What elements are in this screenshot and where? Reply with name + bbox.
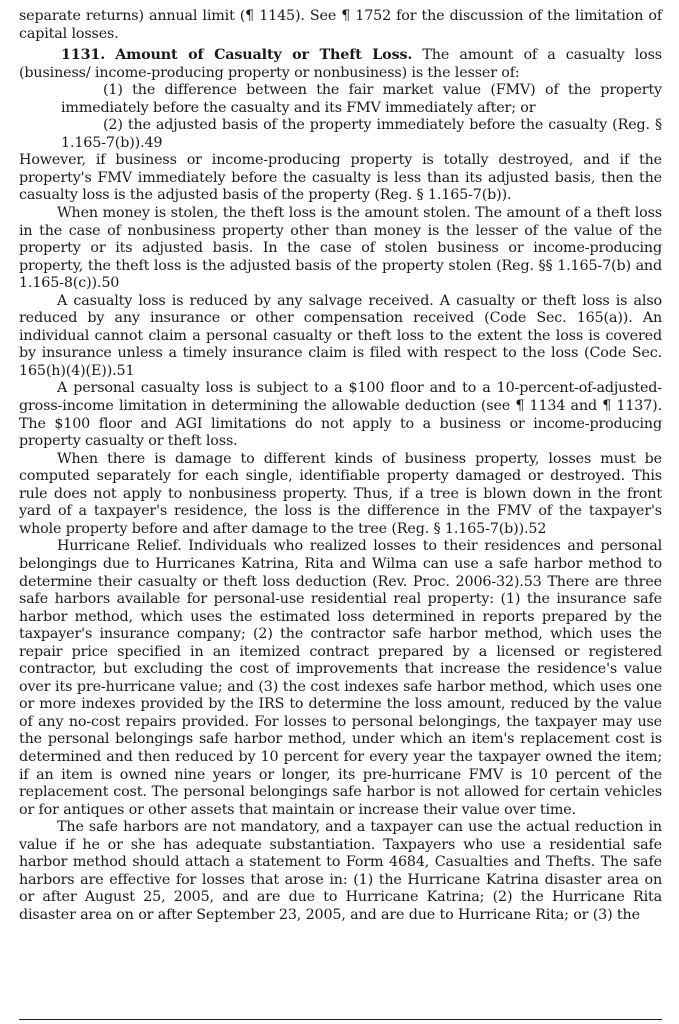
paragraph-total-destruction: However, if business or income-producing property is totally destroyed, and if the property's FMV immediately before the casualty is less than its adjusted basis, then the casualty loss is the adjusted basis of the property (Reg. § 1.165-7(b)). [19, 152, 662, 204]
paragraph-safe-harbors: The safe harbors are not mandatory, and a taxpayer can use the actual reduction in value if he or she has adequate substantiation. Taxpayers who use a residential safe harbor method should attach a statement to Form 4684, Casualties and Thefts. The safe harbors are effective for losses that arose in: (1) the Hurricane Katrina disaster area on or after August 25, 2005, and are due to Hurricane Katrina; (2) the Hurricane Rita disaster area on or after September 23, 2005, and are due to Hurricane Rita; or (3) the [19, 819, 662, 923]
list-item-1: (1) the difference between the fair market value (FMV) of the property immediately before the casualty and its FMV immediately after; or [61, 82, 662, 116]
section-1131-intro [19, 47, 662, 82]
paragraph-business-property: When there is damage to different kinds of business property, losses must be computed separately for each single, identifiable property damaged or destroyed. This rule does not apply to nonbusiness property. Thus, if a tree is blown down in the front yard of a taxpayer's residence, the loss is the difference in the FMV of the taxpayer's whole property before and after damage to the tree (Reg. § 1.165-7(b)).52 [19, 450, 662, 537]
list-item-2: (2) the adjusted basis of the property immediately before the casualty (Reg. § 1.165-7(b)).49 [61, 117, 662, 151]
paragraph-hurricane-relief: Hurricane Relief. Individuals who realized losses to their residences and personal belongings due to Hurricanes Katrina, Rita and Wilma can use a safe harbor method to determine their casualty or theft loss deduction (Rev. Proc. 2006-32).53 There are three safe harbors available for personal-use residential real property: (1) the insurance safe harbor method, which uses the estimated loss determined in reports prepared by the taxpayer's insurance company; (2) the contractor safe harbor method, which uses the repair price specified in an itemized contract prepared by a licensed or registered contractor, but excluding the cost of improvements that increase the residence's value over its pre-hurricane value; and (3) the cost indexes safe harbor method, which uses one or more indexes provided by the IRS to determine the loss amount, reduced by the value of any no-cost repairs provided. For losses to personal belongings, the taxpayer may use the personal belongings safe harbor method, under which an item's replacement cost is determined and then reduced by 10 percent for every year the taxpayer owned the item; if an item is owned nine years or longer, its pre-hurricane FMV is 10 percent of the replacement cost. The personal belongings safe harbor is not allowed for certain vehicles or for antiques or other assets that maintain or increase their value over time. [19, 538, 662, 818]
intro-text: The amount of a casualty loss (business/ income-producing property or nonbusiness) is the lesser of: [19, 47, 662, 81]
paragraph-floor-limitation: A personal casualty loss is subject to a $100 floor and to a 10-percent-of-adjusted-gross-income limitation in determining the allowable deduction (see ¶ 1134 and ¶ 1137). The $100 floor and AGI limitations do not apply to a business or income-producing property casualty or theft loss. [19, 380, 662, 450]
section-number: 1131. [61, 47, 106, 64]
footer-rule [19, 1019, 662, 1020]
paragraph-continuation: separate returns) annual limit (¶ 1145). See ¶ 1752 for the discussion of the limitation of capital losses. [19, 8, 662, 42]
paragraph-theft-loss: When money is stolen, the theft loss is the amount stolen. The amount of a theft loss in the case of nonbusiness property other than money is the lesser of the value of the property or its adjusted basis. In the case of stolen business or income-producing property, the theft loss is the adjusted basis of the property stolen (Reg. §§ 1.165-7(b) and 1.165-8(c)).50 [19, 205, 662, 292]
paragraph-salvage-insurance: A casualty loss is reduced by any salvage received. A casualty or theft loss is also reduced by any insurance or other compensation received (Code Sec. 165(a)). An individual cannot claim a personal casualty or theft loss to the extent the loss is covered by insurance unless a timely insurance claim is filed with respect to the loss (Code Sec. 165(h)(4)(E)).51 [19, 292, 662, 379]
section-title: Amount of Casualty or Theft Loss. [115, 47, 413, 64]
